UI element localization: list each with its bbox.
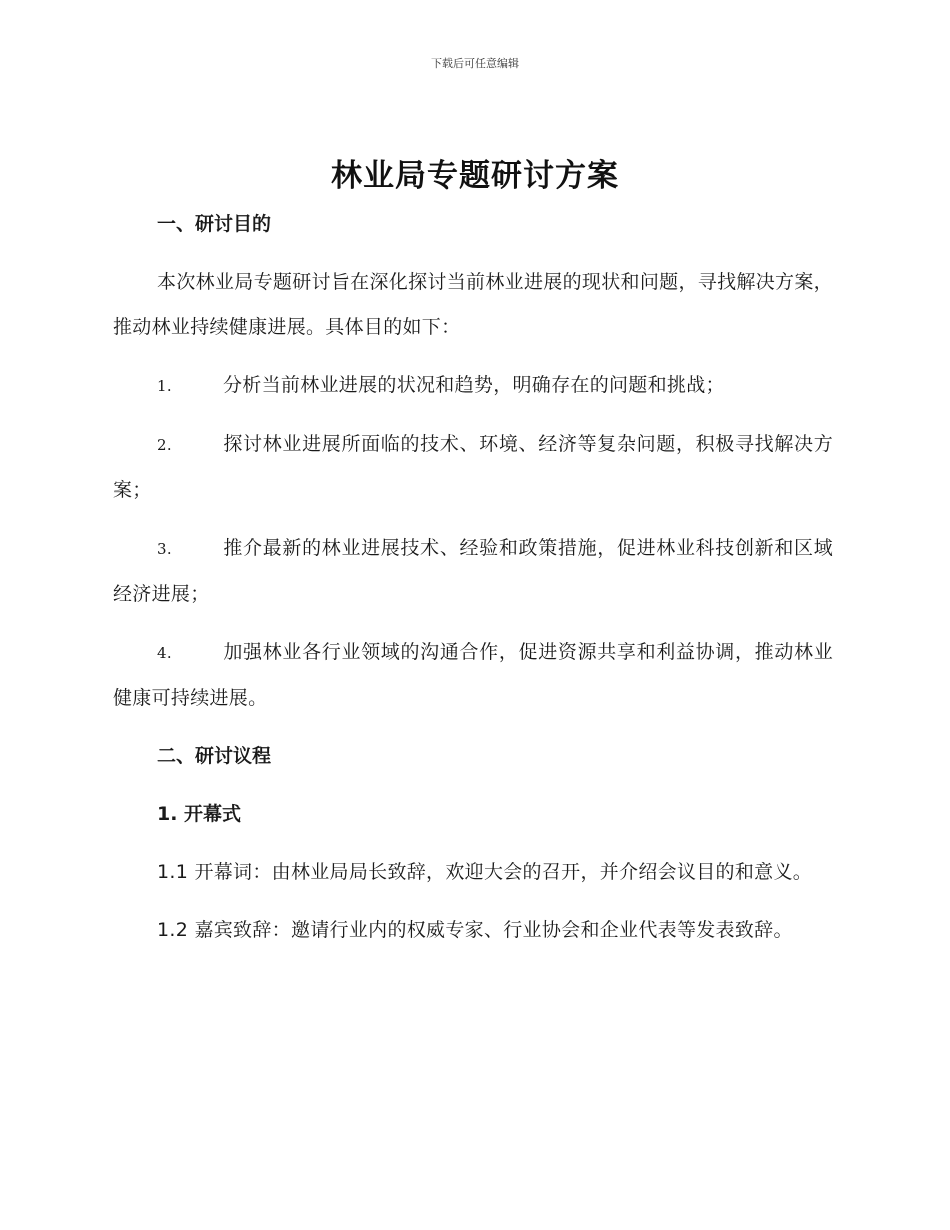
agenda-subheading-opening: 1. 开幕式 — [157, 803, 242, 825]
list-item-text: 推介最新的林业进展技术、经验和政策措施，促进林业科技创新和区域经济进展； — [113, 537, 833, 605]
section-heading-purpose: 一、研讨目的 — [157, 213, 272, 235]
document-title: 林业局专题研讨方案 — [331, 158, 619, 194]
list-item-text: 探讨林业进展所面临的技术、环境、经济等复杂问题，积极寻找解决方案； — [113, 433, 833, 501]
list-number: 2. — [157, 436, 172, 454]
list-item-text: 加强林业各行业领域的沟通合作，促进资源共享和利益协调，推动林业健康可持续进展。 — [113, 641, 833, 709]
purpose-intro-paragraph: 本次林业局专题研讨旨在深化探讨当前林业进展的现状和问题，寻找解决方案，推动林业持续健康进展。具体目的如下： — [113, 271, 833, 338]
document-body — [113, 202, 833, 953]
agenda-paragraph: 1.1 开幕词：由林业局局长致辞，欢迎大会的召开，并介绍会议目的和意义。 — [157, 861, 813, 883]
page-header-note: 下载后可任意编辑 — [431, 57, 519, 70]
purpose-list-item — [113, 630, 833, 721]
purpose-list-item — [113, 363, 833, 409]
section-heading-agenda: 二、研讨议程 — [157, 745, 272, 767]
agenda-paragraph: 1.2 嘉宾致辞：邀请行业内的权威专家、行业协会和企业代表等发表致辞。 — [157, 919, 793, 941]
list-number: 3. — [157, 540, 172, 558]
list-item-text: 分析当前林业进展的状况和趋势，明确存在的问题和挑战； — [223, 374, 725, 396]
purpose-list-item — [113, 526, 833, 617]
purpose-list-item — [113, 422, 833, 513]
list-number: 4. — [157, 644, 172, 662]
list-number: 1. — [157, 377, 172, 395]
